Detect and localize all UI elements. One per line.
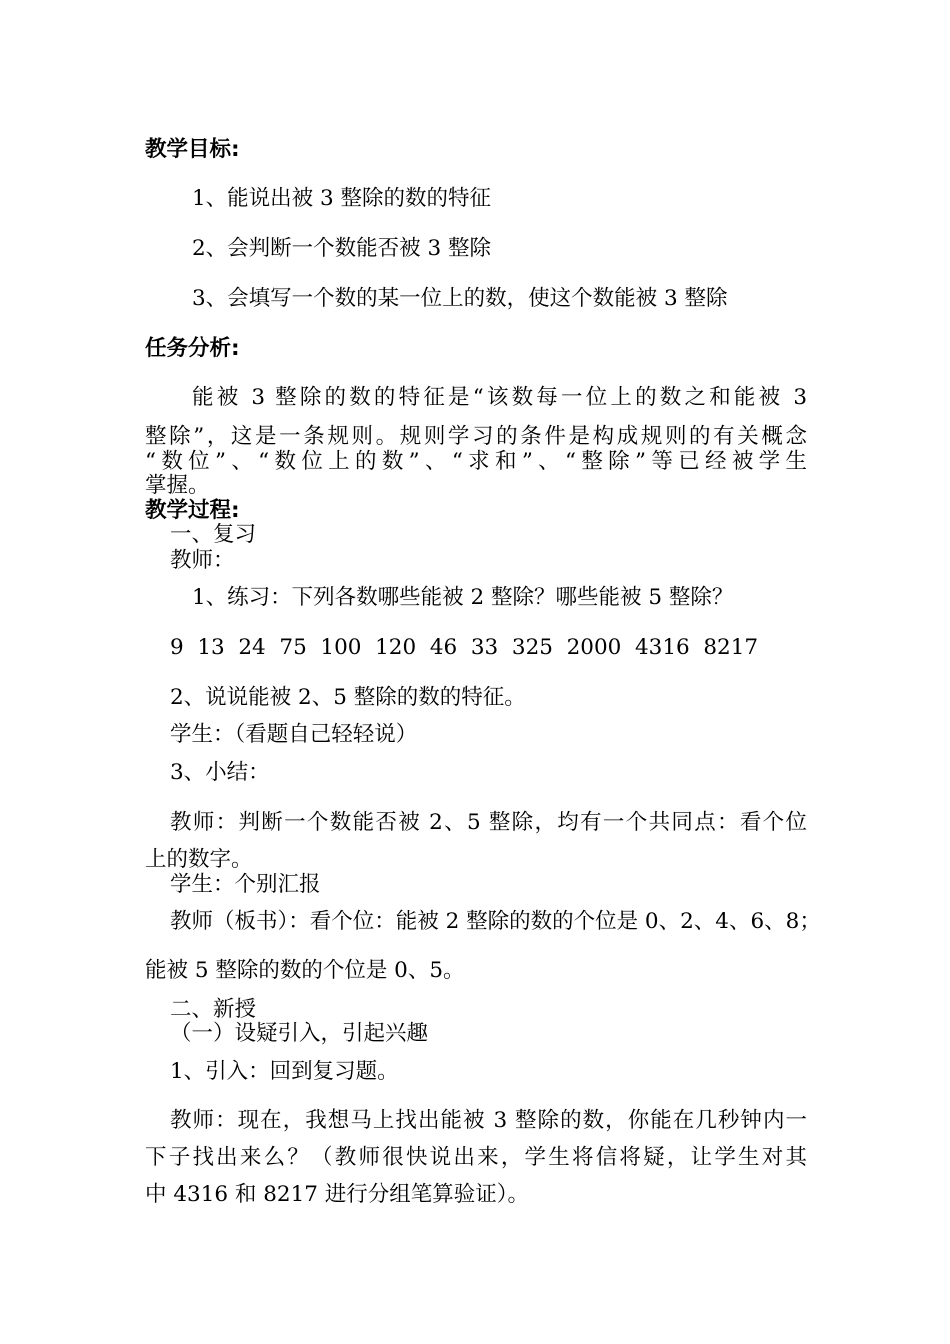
section-review-title: 一、复习	[170, 522, 257, 547]
student-response-2: 学生：个别汇报	[170, 872, 321, 897]
teacher-statement-1-line-1: 教师：判断一个数能否被 2、5 整除，均有一个共同点：看个位	[170, 810, 807, 835]
student-response-1: 学生：（看题自己轻轻说）	[170, 722, 418, 747]
teacher-statement-2-line-2: 下子找出来么？（教师很快说出来，学生将信将疑，让学生对其	[145, 1145, 807, 1170]
section-new-lesson-title: 二、新授	[170, 997, 257, 1022]
intro-item-1: 1、引入：回到复习题。	[170, 1059, 399, 1084]
heading-teaching-goals: 教学目标:	[145, 137, 240, 162]
teacher-statement-1-line-2: 上的数字。	[145, 847, 253, 872]
summary-title: 3、小结：	[170, 760, 270, 785]
teacher-board-line-2: 能被 5 整除的数的个位是 0、5。	[145, 958, 465, 983]
task-paragraph-line-2: 整除”，这是一条规则。规则学习的条件是构成规则的有关概念	[145, 424, 807, 449]
task-paragraph-line-4: 掌握。	[145, 473, 210, 498]
heading-teaching-process: 教学过程:	[145, 498, 240, 523]
teacher-statement-2-line-3: 中 4316 和 8217 进行分组笔算验证）。	[145, 1182, 530, 1207]
goal-item-2: 2、会判断一个数能否被 3 整除	[192, 236, 492, 261]
task-paragraph-line-1: 能被 3 整除的数的特征是“该数每一位上的数之和能被 3	[192, 385, 807, 410]
heading-task-analysis: 任务分析:	[145, 336, 240, 361]
teacher-board-line-1: 教师（板书）：看个位：能被 2 整除的数的个位是 0、2、4、6、8；	[170, 909, 821, 934]
task-paragraph-line-3: “数位”、“数位上的数”、“求和”、“整除”等已经被学生	[145, 449, 807, 474]
teacher-statement-2-line-1: 教师：现在，我想马上找出能被 3 整除的数，你能在几秒钟内一	[170, 1108, 807, 1133]
exercise-1: 1、练习：下列各数哪些能被 2 整除？哪些能被 5 整除？	[192, 585, 734, 610]
goal-item-1: 1、能说出被 3 整除的数的特征	[192, 186, 492, 211]
subsection-title-1: （一）设疑引入，引起兴趣	[170, 1021, 429, 1046]
exercise-2: 2、说说能被 2、5 整除的数的特征。	[170, 685, 526, 710]
number-list: 9 13 24 75 100 120 46 33 325 2000 4316 8217	[170, 635, 759, 660]
goal-item-3: 3、会填写一个数的某一位上的数，使这个数能被 3 整除	[192, 286, 728, 311]
teacher-label: 教师：	[170, 548, 235, 573]
